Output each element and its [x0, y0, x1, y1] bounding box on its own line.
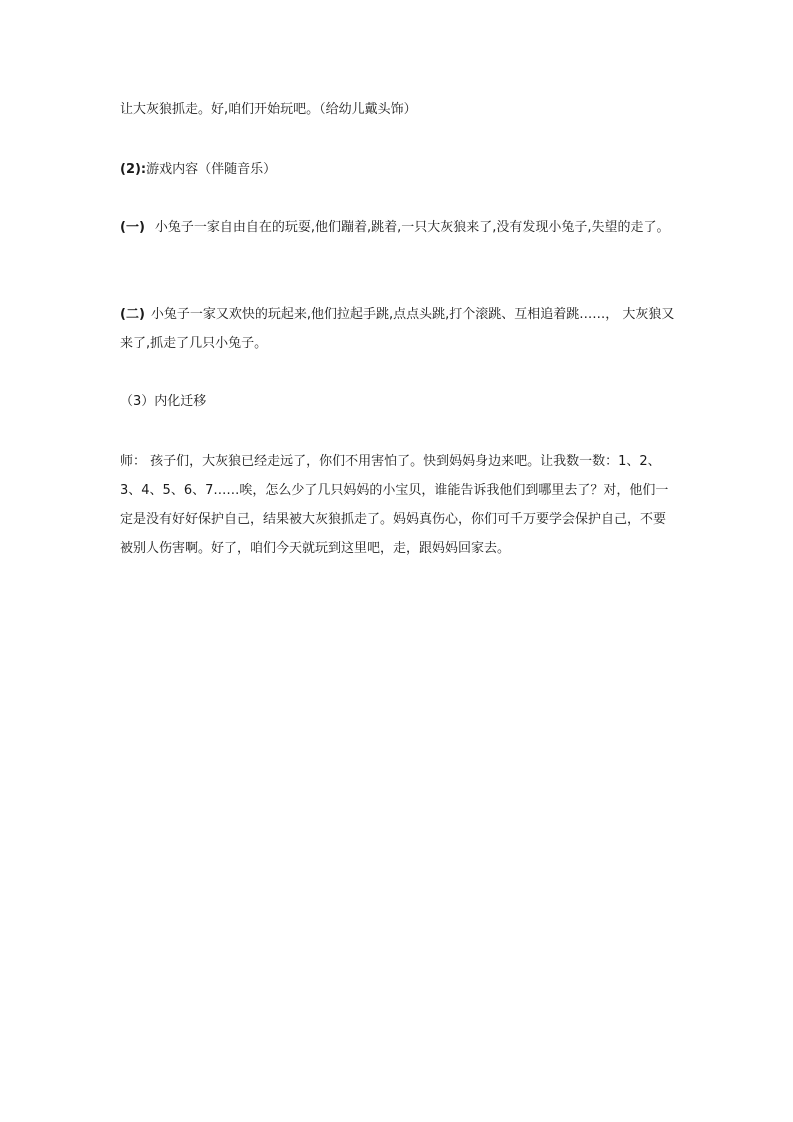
section-title: （3）内化迁移 — [120, 394, 207, 409]
paragraph-step-one — [120, 213, 676, 242]
paragraph-teacher-speech — [120, 447, 676, 563]
step-text: 小兔子一家又欢快的玩起来,他们拉起手跳,点点头跳,打个滚跳、互相追着跳……， 大灰狼又来了,抓走了几只小兔子。 — [120, 307, 675, 351]
step-label: (二) — [120, 307, 145, 322]
step-text: 小兔子一家自由自在的玩耍,他们蹦着,跳着,一只大灰狼来了,没有发现小兔子,失望的走了。 — [154, 220, 670, 235]
section-number: (2): — [120, 162, 147, 177]
paragraph-game-content-heading — [120, 155, 676, 184]
section-title: 游戏内容（伴随音乐） — [146, 162, 277, 177]
paragraph-text: 让大灰狼抓走。好,咱们开始玩吧。（给幼儿戴头饰） — [120, 102, 417, 117]
step-label: (一) — [120, 220, 145, 235]
paragraph-internalization-heading — [120, 387, 676, 416]
paragraph-step-two — [120, 300, 676, 358]
paragraph-intro-continuation — [120, 95, 676, 124]
paragraph-text: 师： 孩子们，大灰狼已经走远了，你们不用害怕了。快到妈妈身边来吧。让我数一数：1、2、3、4、5、6、7……唉，怎么少了几只妈妈的小宝贝，谁能告诉我他们到哪里去了？对，他们一定是没有好好保护自己，结果被大灰狼抓走了。妈妈真伤心，你们可千万要学会保护自己，不要被别人伤害啊。好了，咱们今天就玩到这里吧，走，跟妈妈回家去。 — [120, 454, 669, 556]
